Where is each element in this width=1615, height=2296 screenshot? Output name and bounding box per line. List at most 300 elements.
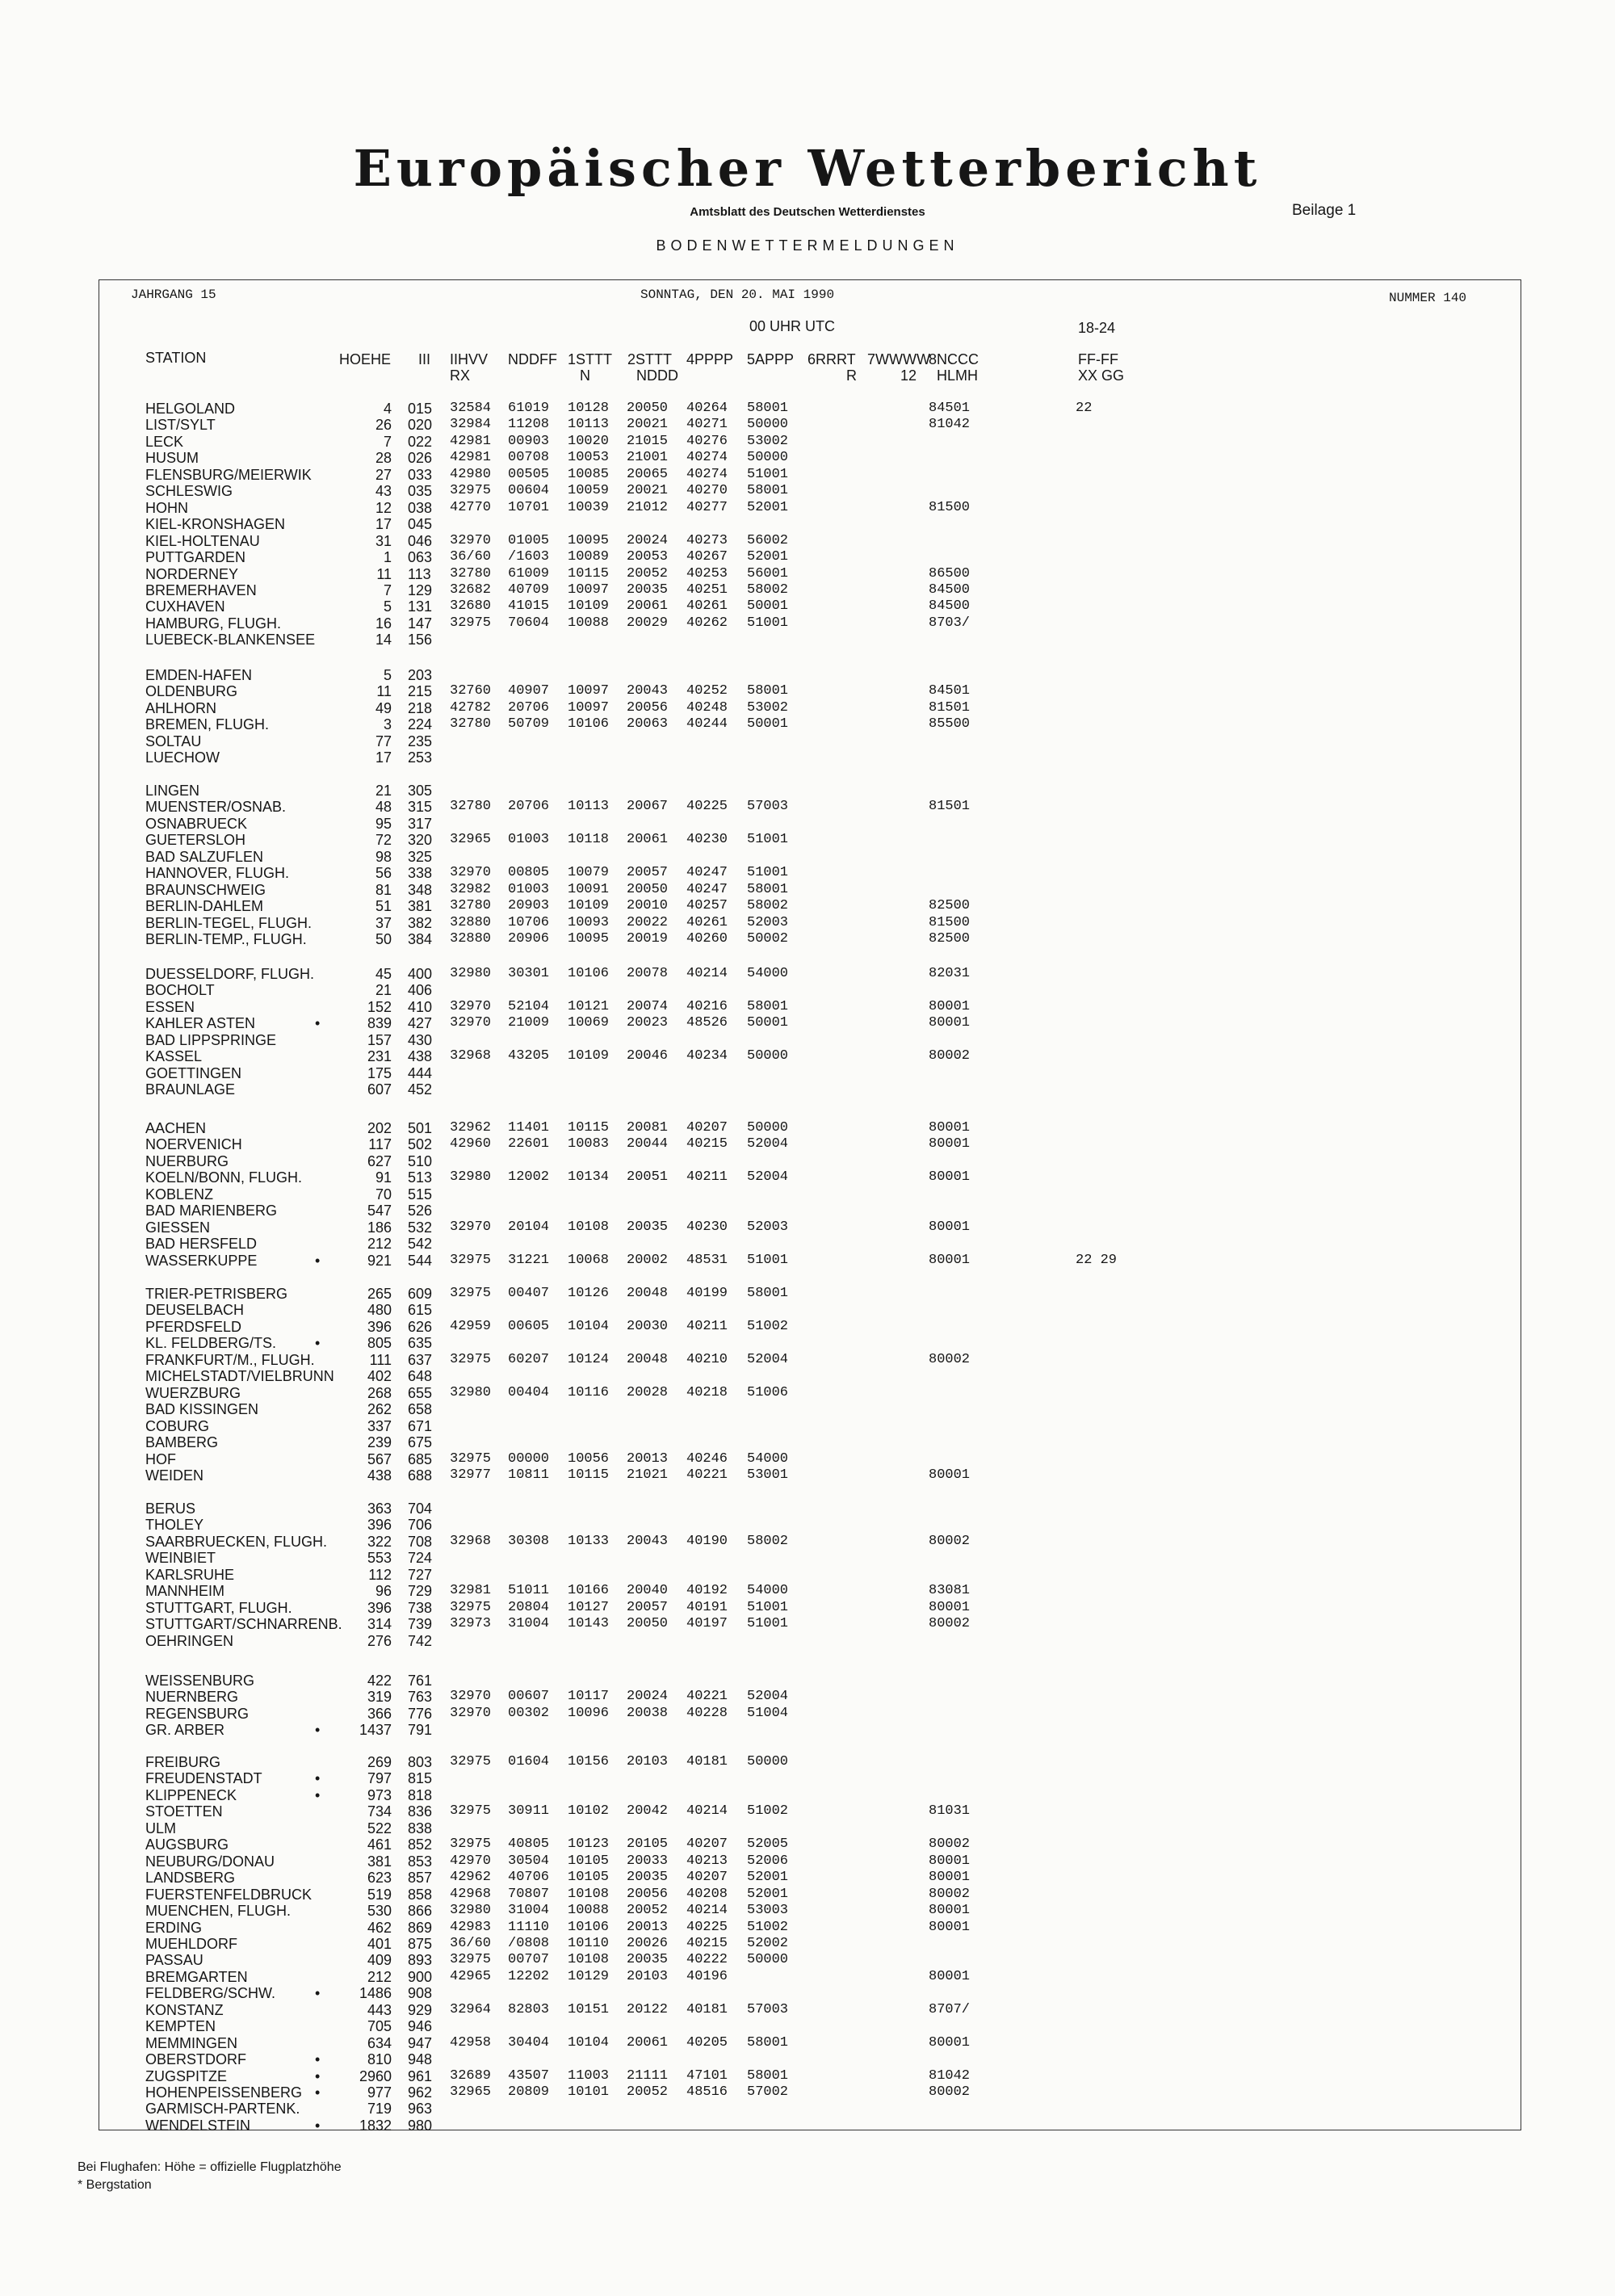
synop-group: 10097 [568,699,610,716]
synop-group: 10095 [568,532,610,548]
station-name: ERDING [145,1919,203,1936]
station-index: 763 [408,1689,433,1706]
synop-group: 32962 [450,1120,492,1135]
synop-group: 10126 [568,1286,610,1301]
synop-group: 42970 [450,1853,492,1869]
synop-group: 10106 [568,966,610,981]
synop-group: 10056 [568,1450,610,1467]
station-index: 706 [408,1517,433,1534]
synop-group: 10104 [568,2034,610,2050]
synop-group: 32975 [450,1952,492,1968]
station-index: 348 [408,881,433,898]
synop-group: 20053 [627,549,669,565]
synop-group: 20052 [627,565,669,581]
synop-group: 20010 [627,898,669,914]
station-height: 522 [367,1820,392,1836]
station-name: KARLSRUHE [145,1566,235,1583]
station-index: 215 [408,683,433,700]
station-height: 322 [367,1533,392,1550]
station-name: TRIER-PETRISBERG [145,1286,288,1302]
synop-group: 60207 [508,1351,550,1367]
station-name: NUERBURG [145,1152,229,1169]
station-name: OBERSTDORF [145,2051,247,2068]
synop-group: 20056 [627,1886,669,1902]
station-index: 961 [408,2067,433,2084]
observation-time: 00 UHR UTC [749,318,836,334]
synop-group: 40205 [686,2034,728,2050]
station-height: 402 [367,1368,392,1385]
station-name: BREMEN, FLUGH. [145,716,270,733]
station-name: WUERZBURG [145,1384,241,1401]
table-row [0,1335,1615,1351]
synop-group: 32981 [450,1583,492,1599]
synop-group: 40252 [686,683,728,699]
station-name: NORDERNEY [145,565,239,582]
synop-group: 12202 [508,1968,550,1984]
synop-group: 32880 [450,931,492,947]
synop-group: 40221 [686,1467,728,1483]
cloud-group: 80001 [929,2034,971,2050]
synop-group: 32682 [450,581,492,598]
station-name: LUECHOW [145,749,220,766]
table-row [0,2018,1615,2034]
station-height: 401 [367,1935,392,1952]
synop-group: 32975 [450,1599,492,1615]
station-index: 063 [408,549,433,566]
synop-group: 00903 [508,433,550,449]
table-row [0,500,1615,516]
cloud-group: 80002 [929,1533,971,1549]
station-index: 704 [408,1501,433,1517]
synop-group: 40207 [686,1120,728,1135]
table-row [0,1616,1615,1632]
synop-group: 10109 [568,1048,610,1064]
station-height: 50 [375,931,392,948]
synop-group: 82803 [508,2001,550,2017]
station-name: PUTTGARDEN [145,549,246,566]
station-name: BAD HERSFELD [145,1236,258,1253]
station-index: 113 [408,565,431,582]
station-height: 519 [367,1886,392,1903]
station-height: 4 [383,401,392,417]
cloud-group: 81042 [929,417,971,433]
synop-group: 20051 [627,1169,669,1186]
synop-group: 61009 [508,565,550,581]
synop-group: 58002 [747,581,789,598]
synop-group: 21111 [627,2067,669,2084]
mountain-station-marker: • [315,1722,321,1739]
station-index: 875 [408,1935,433,1952]
synop-group: 58001 [747,2067,789,2084]
cloud-group: 80001 [929,1136,971,1152]
station-name: BAMBERG [145,1434,219,1451]
synop-group: 58002 [747,1533,789,1549]
station-name: MICHELSTADT/VIELBRUNN [145,1368,334,1385]
synop-group: 20063 [627,716,669,732]
synop-group: 32584 [450,401,492,416]
table-row [0,982,1615,998]
synop-group: 20903 [508,898,550,914]
synop-group: 40264 [686,401,728,416]
station-name: REGENSBURG [145,1705,250,1722]
synop-group: 21001 [627,450,669,466]
synop-group: 40196 [686,1968,728,1984]
station-name: BERLIN-TEGEL, FLUGH. [145,914,313,931]
footnote-mountain: * Bergstation [78,2178,152,2192]
cloud-group: 82500 [929,931,971,947]
synop-group: 51006 [747,1384,789,1400]
station-height: 14 [375,632,392,649]
station-name: WENDELSTEIN [145,2117,251,2134]
station-name: KONSTANZ [145,2001,224,2018]
synop-group: 20065 [627,466,669,482]
synop-group: 40208 [686,1886,728,1902]
synop-group: 51001 [747,832,789,848]
synop-group: 20042 [627,1803,669,1820]
station-name: MUENSTER/OSNAB. [145,799,287,816]
station-index: 836 [408,1803,433,1820]
cloud-group: 81042 [929,2067,971,2084]
synop-group: 51001 [747,1599,789,1615]
table-row [0,1550,1615,1566]
station-name: LANDSBERG [145,1870,236,1887]
station-name: OSNABRUECK [145,815,248,832]
station-height: 810 [367,2051,392,2068]
station-name: BRAUNSCHWEIG [145,881,266,898]
synop-group: 50002 [747,931,789,947]
synop-group: 42960 [450,1136,492,1152]
table-row [0,865,1615,881]
synop-group: 32980 [450,1169,492,1186]
synop-group: 20122 [627,2001,669,2017]
synop-group: 20002 [627,1252,669,1268]
cloud-group: 81501 [929,799,971,815]
gust-group: 22 [1076,401,1093,416]
cloud-group: 81501 [929,699,971,716]
synop-group: 53001 [747,1467,789,1483]
station-name: GOETTINGEN [145,1064,242,1081]
station-name: SOLTAU [145,732,202,749]
synop-group: 32970 [450,1219,492,1235]
table-row [0,1203,1615,1219]
report-number: NUMMER 140 [1389,291,1467,305]
station-height: 268 [367,1384,392,1401]
station-height: 45 [375,966,392,982]
station-index: 688 [408,1467,433,1484]
synop-group: 32975 [450,615,492,631]
synop-group: 10156 [568,1754,610,1769]
station-index: 609 [408,1286,433,1302]
station-name: BERUS [145,1501,196,1517]
station-height: 231 [367,1048,392,1065]
station-index: 542 [408,1236,433,1253]
station-index: 947 [408,2034,433,2051]
station-index: 858 [408,1886,433,1903]
synop-group: 00605 [508,1318,550,1334]
synop-group: 54000 [747,966,789,981]
synop-group: 40230 [686,832,728,848]
synop-group: 40218 [686,1384,728,1400]
station-height: 269 [367,1754,392,1770]
synop-group: 32970 [450,532,492,548]
synop-group: 52104 [508,998,550,1014]
station-index: 803 [408,1754,433,1770]
synop-group: 52003 [747,914,789,930]
station-name: KL. FELDBERG/TS. [145,1335,277,1352]
period-label: 18-24 [1078,320,1116,336]
synop-group: 40248 [686,699,728,716]
station-name: PFERDSFELD [145,1318,242,1335]
station-index: 929 [408,2001,433,2018]
synop-group: 32880 [450,914,492,930]
synop-group: 40222 [686,1952,728,1968]
synop-group: 00708 [508,450,550,466]
synop-group: 20040 [627,1583,669,1599]
station-index: 853 [408,1853,433,1870]
synop-group: 20023 [627,1015,669,1031]
synop-group: 32780 [450,565,492,581]
station-height: 276 [367,1632,392,1649]
station-index: 022 [408,433,433,450]
synop-group: 32975 [450,1252,492,1268]
synop-group: 40211 [686,1318,728,1334]
table-row [0,1081,1615,1098]
station-index: 382 [408,914,433,931]
station-height: 443 [367,2001,392,2018]
station-name: LUEBECK-BLANKENSEE [145,632,316,649]
station-index: 218 [408,699,433,716]
synop-group: 40706 [508,1870,550,1886]
synop-group: 32965 [450,2084,492,2100]
cloud-group: 84501 [929,401,971,416]
station-index: 026 [408,450,433,467]
synop-group: 20804 [508,1599,550,1615]
station-height: 37 [375,914,392,931]
station-index: 400 [408,966,433,982]
synop-group: 00604 [508,483,550,499]
station-index: 963 [408,2101,433,2118]
mountain-station-marker: • [315,1770,321,1787]
synop-group: 36/60 [450,1935,492,1951]
synop-group: 20048 [627,1286,669,1301]
synop-group: 40270 [686,483,728,499]
synop-group: 20057 [627,1599,669,1615]
synop-group: 32780 [450,898,492,914]
station-height: 43 [375,483,392,500]
station-name: MANNHEIM [145,1583,224,1600]
synop-group: 20035 [627,1219,669,1235]
col-g10-top: FF-FF [1078,351,1118,367]
synop-group: 10118 [568,832,610,848]
station-index: 866 [408,1903,433,1920]
station-index: 147 [408,615,433,632]
cloud-group: 80001 [929,1252,971,1268]
station-height: 547 [367,1203,392,1219]
col-g4-bot: NDDD [636,367,678,384]
synop-group: 42962 [450,1870,492,1886]
station-name: STUTTGART, FLUGH. [145,1599,292,1616]
synop-group: 52001 [747,549,789,565]
cloud-group: 80002 [929,1351,971,1367]
station-height: 2960 [359,2067,392,2084]
jahrgang: JAHRGANG 15 [131,288,216,302]
station-height: 366 [367,1705,392,1722]
station-index: 444 [408,1064,433,1081]
synop-group: 20103 [627,1754,669,1769]
synop-group: 10127 [568,1599,610,1615]
synop-group: 40247 [686,881,728,897]
station-height: 91 [375,1169,392,1186]
station-height: 212 [367,1968,392,1985]
synop-group: 20044 [627,1136,669,1152]
station-index: 671 [408,1417,433,1434]
cloud-group: 80001 [929,1870,971,1886]
table-row [0,931,1615,947]
station-index: 900 [408,1968,433,1985]
synop-group: 32975 [450,1450,492,1467]
station-index: 869 [408,1919,433,1936]
station-index: 908 [408,1985,433,2002]
synop-group: 10123 [568,1836,610,1853]
station-height: 111 [369,1351,392,1368]
station-height: 314 [367,1616,392,1633]
col-hoehe: HOEHE [339,351,392,367]
table-row [0,882,1615,898]
table-row [0,417,1615,433]
synop-group: 20026 [627,1935,669,1951]
table-row [0,1673,1615,1689]
synop-group: 40247 [686,865,728,881]
synop-group: 10105 [568,1853,610,1869]
synop-group: 10113 [568,417,610,433]
cloud-group: 80001 [929,1169,971,1186]
station-height: 21 [375,982,392,999]
synop-group: 31221 [508,1252,550,1268]
station-height: 17 [375,749,392,766]
synop-group: 20024 [627,532,669,548]
synop-group: 51001 [747,466,789,482]
col-g1-bot: RX [450,367,471,384]
station-name: NEUBURG/DONAU [145,1853,275,1870]
synop-group: 20048 [627,1351,669,1367]
synop-group: 20906 [508,931,550,947]
table-row [0,1401,1615,1417]
station-height: 627 [367,1152,392,1169]
station-height: 202 [367,1120,392,1136]
table-row [0,516,1615,532]
synop-group: 40214 [686,966,728,981]
synop-group: 10053 [568,450,610,466]
synop-group: 00404 [508,1384,550,1400]
synop-group: /1603 [508,549,550,565]
synop-group: 10088 [568,1903,610,1919]
synop-group: 10039 [568,499,610,515]
synop-group: 58001 [747,683,789,699]
station-height: 48 [375,799,392,816]
station-name: DEUSELBACH [145,1302,245,1319]
station-index: 962 [408,2084,433,2101]
synop-group: 10109 [568,598,610,615]
synop-group: 57003 [747,2001,789,2017]
synop-group: 10020 [568,433,610,449]
synop-group: 10093 [568,914,610,930]
station-height: 117 [368,1136,392,1153]
synop-group: 11110 [508,1919,550,1935]
station-index: 739 [408,1616,433,1633]
cloud-group: 83081 [929,1583,971,1599]
station-index: 502 [408,1136,433,1153]
station-name: HELGOLAND [145,401,236,417]
synop-group: 42965 [450,1968,492,1984]
table-row [0,816,1615,832]
synop-group: 40215 [686,1935,728,1951]
station-height: 567 [367,1450,392,1467]
synop-group: 56001 [747,565,789,581]
table-row [0,966,1615,982]
station-index: 235 [408,732,433,749]
col-g3-top: 1STTT [568,351,613,367]
synop-group: 10088 [568,615,610,631]
station-name: NUERNBERG [145,1689,239,1706]
synop-group: 40207 [686,1870,728,1886]
synop-group: 32984 [450,417,492,433]
synop-group: 40253 [686,565,728,581]
gust-group: 22 29 [1076,1252,1118,1268]
table-row [0,849,1615,865]
station-index: 410 [408,998,433,1015]
station-height: 607 [367,1081,392,1098]
table-row [0,467,1615,483]
table-row [0,2118,1615,2134]
mountain-station-marker: • [315,2067,321,2084]
synop-group: 12002 [508,1169,550,1186]
synop-group: 40192 [686,1583,728,1599]
mountain-station-marker: • [315,2117,321,2134]
cloud-group: 80001 [929,1467,971,1483]
synop-group: 32975 [450,1286,492,1301]
synop-group: 32780 [450,716,492,732]
synop-group: 42959 [450,1318,492,1334]
table-row [0,1689,1615,1705]
synop-group: 51002 [747,1803,789,1820]
synop-group: 20057 [627,865,669,881]
synop-group: 32980 [450,1903,492,1919]
synop-group: 58001 [747,401,789,416]
synop-group: 21009 [508,1015,550,1031]
station-index: 406 [408,982,433,999]
table-row [0,1985,1615,2001]
synop-group: 40190 [686,1533,728,1549]
station-height: 81 [375,881,392,898]
synop-group: 01604 [508,1754,550,1769]
station-height: 239 [367,1434,392,1451]
station-name: BAD SALZUFLEN [145,848,264,865]
station-name: BAD MARIENBERG [145,1203,278,1219]
synop-group: 20043 [627,683,669,699]
table-row [0,1803,1615,1820]
table-row [0,1467,1615,1484]
station-index: 532 [408,1219,433,1236]
synop-group: 42981 [450,433,492,449]
cloud-group: 80001 [929,1903,971,1919]
station-height: 337 [367,1417,392,1434]
synop-group: 50001 [747,1015,789,1031]
synop-group: 10134 [568,1169,610,1186]
synop-group: 40230 [686,1219,728,1235]
synop-group: 40234 [686,1048,728,1064]
synop-group: 20050 [627,401,669,416]
station-name: MUEHLDORF [145,1935,238,1952]
